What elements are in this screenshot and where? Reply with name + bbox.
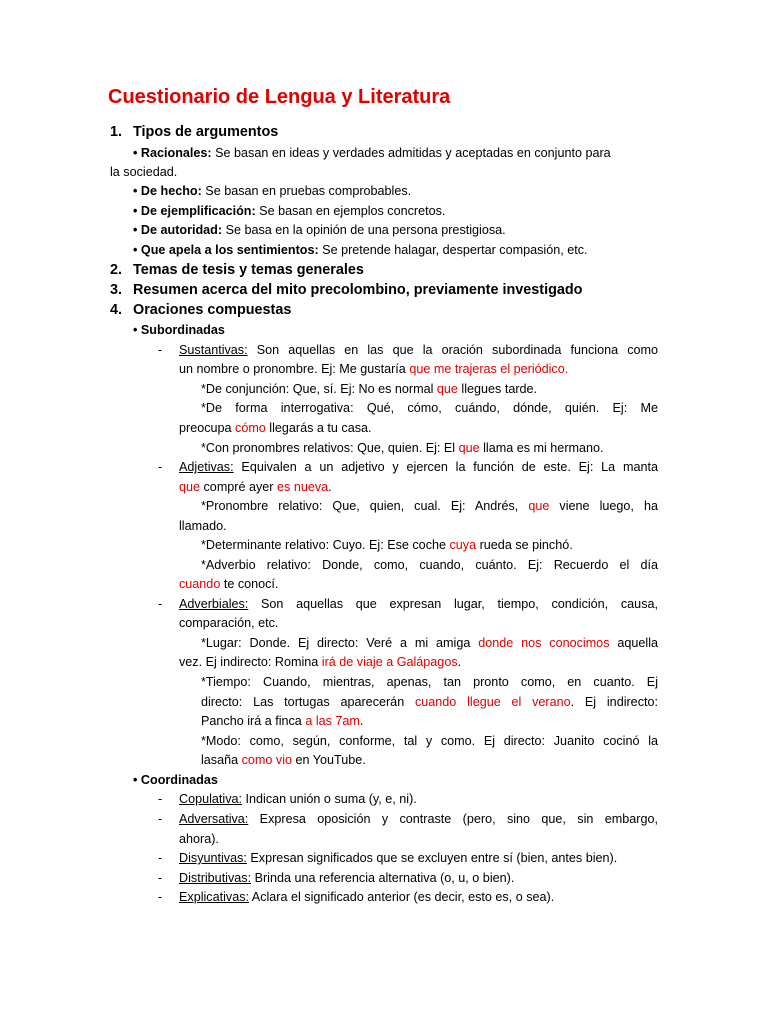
example-line: *Adverbio relativo: Donde, como, cuando, cuánto. Ej: Recuerdo el día xyxy=(201,558,658,572)
list-item xyxy=(179,594,658,614)
example-line: *Tiempo: Cuando, mientras, apenas, tan pronto como, en cuanto. Ej xyxy=(201,675,658,689)
text-run: directo: Las tortugas aparecerán xyxy=(201,695,415,709)
dash-bullet: - xyxy=(158,812,163,826)
item-label: Adversativa: xyxy=(179,812,249,826)
item-text-cont: la sociedad. xyxy=(110,165,178,179)
text-run: *Lugar: Donde. Ej directo: Veré a mi amiga xyxy=(201,636,479,650)
item-text: Se basan en ejemplos concretos. xyxy=(255,204,446,218)
list-item xyxy=(179,457,658,477)
item-label: Copulativa: xyxy=(179,792,243,806)
highlight-text: que xyxy=(436,382,458,396)
dash-bullet: - xyxy=(158,871,163,885)
item-label: • De autoridad: xyxy=(133,223,223,237)
list-item xyxy=(133,143,611,163)
text-run: viene luego, ha xyxy=(549,499,658,513)
section-number: 4. xyxy=(110,302,123,318)
subheading-coordinadas: • Coordinadas xyxy=(133,773,218,787)
item-text-cont xyxy=(179,359,568,379)
item-label: • Que apela a los sentimientos: xyxy=(133,243,319,257)
item-label: Distributivas: xyxy=(179,871,252,885)
dash-bullet: - xyxy=(158,890,163,904)
item-text: Se basa en la opinión de una persona prestigiosa. xyxy=(222,223,506,237)
item-label: Disyuntivas: xyxy=(179,851,247,865)
example-line xyxy=(179,652,461,672)
example-line xyxy=(179,574,278,594)
example-line xyxy=(201,535,573,555)
dash-bullet: - xyxy=(158,460,163,474)
text-run: rueda se pinchó. xyxy=(476,538,573,552)
dash-bullet: - xyxy=(158,792,163,806)
example-line: *De forma interrogativa: Qué, cómo, cuándo, dónde, quién. Ej: Me xyxy=(201,401,658,415)
highlight-text: que xyxy=(528,499,550,513)
list-item xyxy=(133,181,411,201)
text-run: llegues tarde. xyxy=(457,382,538,396)
item-label: Explicativas: xyxy=(179,890,249,904)
highlight-text: que me trajeras el periódico. xyxy=(409,362,569,376)
example-line: llamado. xyxy=(179,519,227,533)
section-heading: Tipos de argumentos xyxy=(133,124,279,140)
list-item xyxy=(179,789,417,809)
text-run: *Con pronombres relativos: Que, quien. Ej: El xyxy=(201,441,459,455)
text-run: . xyxy=(457,655,462,669)
text-run: vez. Ej indirecto: Romina xyxy=(179,655,322,669)
section-number: 3. xyxy=(110,282,123,298)
text-run: compré ayer xyxy=(200,480,278,494)
text-run: *De conjunción: Que, sí. Ej: No es normal xyxy=(201,382,437,396)
item-text-cont: ahora). xyxy=(179,832,219,846)
text-run: un nombre o pronombre. Ej: Me gustaría xyxy=(179,362,410,376)
highlight-text: es nueva xyxy=(277,480,329,494)
highlight-text: a las 7am xyxy=(305,714,360,728)
item-label: • Racionales: xyxy=(133,146,212,160)
item-text: Equivalen a un adjetivo y ejercen la función de este. Ej: La manta xyxy=(233,460,658,474)
dash-bullet: - xyxy=(158,343,163,357)
item-label: Sustantivas: xyxy=(179,343,248,357)
highlight-text: irá de viaje a Galápagos xyxy=(321,655,458,669)
subheading-subordinadas: • Subordinadas xyxy=(133,323,225,337)
highlight-text: cuya xyxy=(449,538,477,552)
text-run: *Pronombre relativo: Que, quien, cual. Ej: Andrés, xyxy=(201,499,529,513)
text-run: . Ej indirecto: xyxy=(570,695,658,709)
item-text: Brinda una referencia alternativa (o, u, o bien). xyxy=(251,871,515,885)
highlight-text: cómo xyxy=(235,421,266,435)
list-item xyxy=(133,220,506,240)
item-text: Indican unión o suma (y, e, ni). xyxy=(242,792,417,806)
list-item xyxy=(179,809,658,829)
example-line: *Modo: como, según, conforme, tal y como. Ej directo: Juanito cocinó la xyxy=(201,734,658,748)
item-text: Expresa oposición y contraste (pero, sino que, sin embargo, xyxy=(248,812,658,826)
example-line xyxy=(179,418,372,438)
section-heading: Temas de tesis y temas generales xyxy=(133,262,364,278)
example-line xyxy=(201,379,537,399)
list-item xyxy=(179,340,658,360)
section-heading: Resumen acerca del mito precolombino, previamente investigado xyxy=(133,282,583,298)
document-title: Cuestionario de Lengua y Literatura xyxy=(108,86,451,108)
dash-bullet: - xyxy=(158,851,163,865)
item-label: • De hecho: xyxy=(133,184,202,198)
item-text: Se basan en ideas y verdades admitidas y aceptadas en conjunto para xyxy=(211,146,611,160)
highlight-text: donde nos conocimos xyxy=(478,636,610,650)
example-line xyxy=(201,711,363,731)
item-label: Adjetivas: xyxy=(179,460,234,474)
list-item xyxy=(133,240,588,260)
highlight-text: que xyxy=(179,480,201,494)
item-text: Aclara el significado anterior (es decir, esto es, o sea). xyxy=(249,890,555,904)
item-text: Son aquellas que expresan lugar, tiempo, condición, causa, xyxy=(248,597,658,611)
text-run: preocupa xyxy=(179,421,236,435)
item-text: Expresan significados que se excluyen entre sí (bien, antes bien). xyxy=(246,851,618,865)
item-text: Son aquellas en las que la oración subordinada funciona como xyxy=(247,343,658,357)
text-run: Pancho irá a finca xyxy=(201,714,306,728)
text-run: lasaña xyxy=(201,753,242,767)
section-number: 1. xyxy=(110,124,123,140)
item-text-cont xyxy=(179,477,332,497)
text-run: . xyxy=(328,480,332,494)
text-run: *Determinante relativo: Cuyo. Ej: Ese coche xyxy=(201,538,450,552)
highlight-text: como vio xyxy=(241,753,293,767)
highlight-text: cuando xyxy=(179,577,221,591)
text-run: llama es mi hermano. xyxy=(479,441,604,455)
item-label: • De ejemplificación: xyxy=(133,204,256,218)
item-text: Se pretende halagar, despertar compasión, etc. xyxy=(318,243,588,257)
text-run: aquella xyxy=(609,636,658,650)
list-item xyxy=(179,868,514,888)
section-number: 2. xyxy=(110,262,123,278)
text-run: llegarás a tu casa. xyxy=(265,421,372,435)
list-item xyxy=(133,201,445,221)
highlight-text: que xyxy=(458,441,480,455)
text-run: en YouTube. xyxy=(292,753,366,767)
item-text-cont: comparación, etc. xyxy=(179,616,279,630)
dash-bullet: - xyxy=(158,597,163,611)
text-run: te conocí. xyxy=(220,577,279,591)
list-item xyxy=(179,848,617,868)
example-line xyxy=(201,438,604,458)
text-run: . xyxy=(359,714,364,728)
example-line xyxy=(201,633,658,653)
example-line xyxy=(201,496,658,516)
example-line xyxy=(201,750,366,770)
highlight-text: cuando llegue el verano xyxy=(414,695,571,709)
list-item xyxy=(179,887,554,907)
section-heading: Oraciones compuestas xyxy=(133,302,292,318)
item-text: Se basan en pruebas comprobables. xyxy=(201,184,412,198)
item-label: Adverbiales: xyxy=(179,597,249,611)
example-line xyxy=(201,692,658,712)
